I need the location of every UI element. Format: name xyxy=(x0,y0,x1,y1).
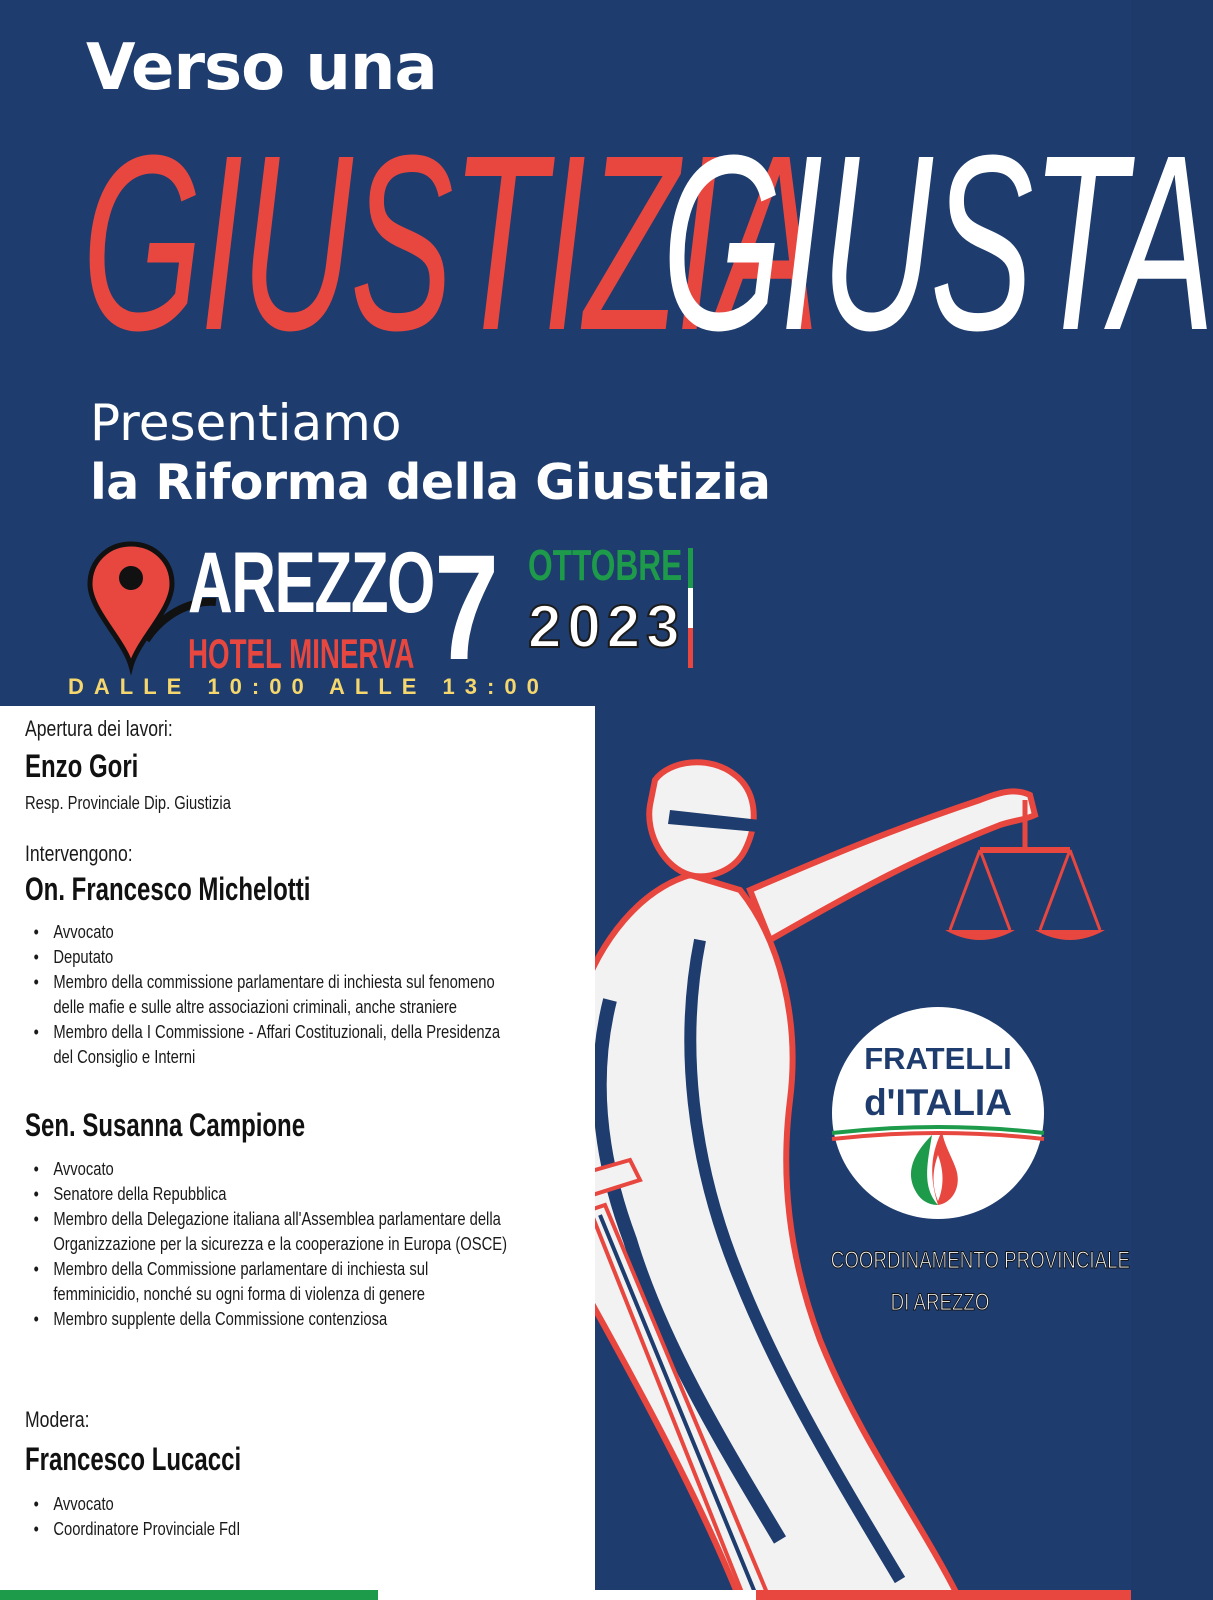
event-venue: HOTEL MINERVA xyxy=(188,630,415,677)
subtitle-presentiamo: Presentiamo xyxy=(90,394,402,452)
speaker1-roles xyxy=(32,920,592,1070)
moderator-name: Francesco Lucacci xyxy=(25,1441,242,1477)
event-day: 7 xyxy=(434,523,500,691)
list-item: • Deputato xyxy=(32,945,513,970)
list-item: • Membro della I Commissione - Affari Costituzionali, della Presidenza del Consiglio e Interni xyxy=(32,1020,513,1070)
list-item: • Membro della Commissione parlamentare di inchiesta sul femminicidio, nonché su ogni forma di violenza di genere xyxy=(32,1257,513,1307)
headline-giustizia: GIUSTIZIA xyxy=(82,103,818,382)
speaker2-name: Sen. Susanna Campione xyxy=(25,1107,306,1143)
logo-text-fratelli: FRATELLI xyxy=(864,1041,1012,1076)
list-item: • Membro supplente della Commissione contenziosa xyxy=(32,1307,513,1332)
subtitle-riforma: la Riforma della Giustizia xyxy=(90,454,771,511)
bottom-flag-stripe xyxy=(0,1590,1131,1600)
speaker2-roles xyxy=(32,1157,592,1332)
program-panel xyxy=(0,706,595,1600)
moderator-label: Modera: xyxy=(25,1407,90,1432)
tricolor-flame-icon xyxy=(832,1125,1044,1207)
italian-flag-bar xyxy=(688,548,693,668)
list-item: • Coordinatore Provinciale FdI xyxy=(32,1517,513,1542)
logo-text-ditalia: d'ITALIA xyxy=(864,1082,1012,1123)
fratelli-d-italia-logo xyxy=(832,1007,1044,1219)
event-city: AREZZO xyxy=(188,535,434,631)
opening-speaker-role: Resp. Provinciale Dip. Giustizia xyxy=(25,793,231,813)
list-item: • Membro della Delegazione italiana all'Assemblea parlamentare della Organizzazione per la sicurezza e la cooperazione in Europa (OSCE) xyxy=(32,1207,513,1257)
event-time: DALLE 10:00 ALLE 13:00 xyxy=(68,674,549,699)
event-month: OTTOBRE xyxy=(528,541,683,590)
organizer-line-1: COORDINAMENTO PROVINCIALE xyxy=(830,1247,1131,1274)
list-item: • Avvocato xyxy=(32,920,513,945)
opening-label: Apertura dei lavori: xyxy=(25,716,173,741)
list-item: • Senatore della Repubblica xyxy=(32,1182,513,1207)
event-year: 2023 xyxy=(528,593,686,660)
moderator-roles xyxy=(32,1492,592,1542)
list-item: • Membro della commissione parlamentare di inchiesta sul fenomeno delle mafie e sulle altre associazioni criminali, anche straniere xyxy=(32,970,513,1020)
list-item: • Avvocato xyxy=(32,1157,513,1182)
headline-giusta: GIUSTA xyxy=(662,103,1213,382)
map-pin-icon xyxy=(86,540,176,670)
opening-speaker-name: Enzo Gori xyxy=(25,748,139,784)
list-item: • Avvocato xyxy=(32,1492,513,1517)
speakers-label: Intervengono: xyxy=(25,841,133,866)
headline-intro: Verso una xyxy=(86,31,437,105)
organizer-line-2: DI AREZZO xyxy=(890,1289,990,1316)
speaker1-name: On. Francesco Michelotti xyxy=(25,871,311,907)
